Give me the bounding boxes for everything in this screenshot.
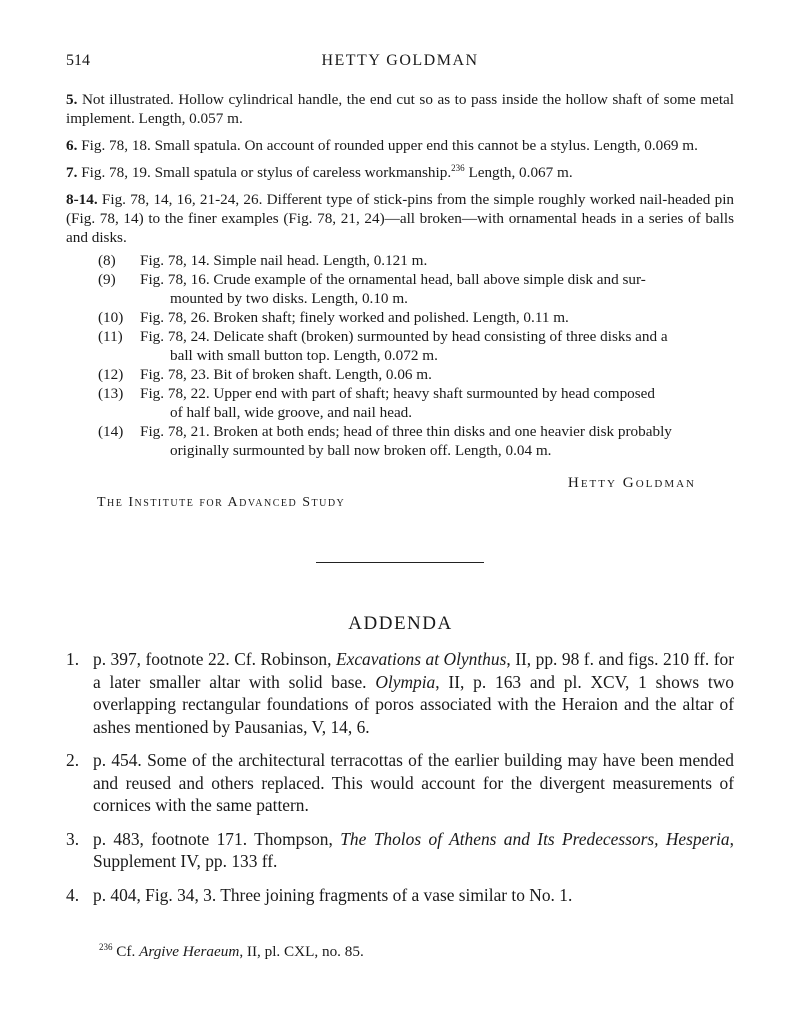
entry-number: 6. [66, 137, 78, 154]
addenda-title-ref: Excavations at Olynthus [336, 649, 507, 669]
sub-entry [66, 422, 734, 460]
sub-entry-text: Fig. 78, 21. Broken at both ends; head of three thin disks and one heavier disk probably [140, 423, 672, 440]
sub-entry-text: Fig. 78, 23. Bit of broken shaft. Length, 0.06 m. [140, 366, 432, 383]
addenda-item [66, 884, 734, 907]
addenda-list [66, 648, 734, 917]
running-head: HETTY GOLDMAN [321, 52, 479, 69]
sub-entry-number: (12) [98, 366, 124, 383]
section-divider [316, 562, 484, 563]
footnote-text: Cf. [112, 943, 140, 960]
addenda-text: , II, pp. 98 f. and figs. 210 ff. for a later smaller altar with solid base. [93, 649, 734, 692]
sub-entry [66, 384, 734, 422]
sub-entry [66, 327, 734, 365]
addenda-text: p. 404, Fig. 34, 3. Three joining fragments of a vase similar to No. 1. [93, 884, 573, 905]
catalog-entry [66, 136, 734, 155]
addenda-item [66, 648, 734, 738]
addenda-title: ADDENDA [348, 613, 453, 634]
sub-entry [66, 270, 734, 308]
sub-entry-continuation: mounted by two disks. Length, 0.10 m. [170, 290, 408, 307]
sub-entry-number: (10) [98, 309, 124, 326]
page-header [66, 52, 734, 78]
sub-entry-list [66, 251, 734, 460]
footnote [99, 943, 364, 961]
catalog-entry [66, 163, 734, 182]
addenda-number: 3. [66, 828, 80, 849]
author-signature: Hetty Goldman [567, 474, 696, 491]
addenda-item [66, 749, 734, 817]
footnote-title-ref: Argive Heraeum [139, 943, 240, 960]
addenda-item [66, 828, 734, 873]
addenda-text: , Supplement IV, pp. 133 ff. [93, 828, 734, 871]
footnote-ref[interactable]: 236 [451, 163, 465, 173]
sub-entry-continuation: of half ball, wide groove, and nail head. [170, 404, 413, 421]
catalog-entry [66, 190, 734, 247]
addenda-number: 4. [66, 884, 80, 905]
sub-entry-number: (14) [98, 423, 124, 440]
entry-number: 7. [66, 164, 78, 181]
entry-text: Fig. 78, 18. Small spatula. On account of rounded upper end this cannot be a stylus. Length, 0.069 m. [81, 137, 698, 154]
addenda-text: , II, p. 163 and pl. XCV, 1 shows two overlapping rectangular foundations of poros associated with the Heraion and the altar of ashes mentioned by Pausanias, V, 14, 6. [93, 671, 734, 737]
addenda-number: 2. [66, 750, 80, 770]
addenda-number: 1. [66, 649, 80, 669]
addenda-text: p. 483, footnote 171. Thompson, [93, 828, 341, 849]
catalog-entry [66, 90, 734, 128]
entry-number: 8-14. [66, 191, 98, 208]
entry-number: 5. [66, 91, 78, 108]
sub-entry-text: Fig. 78, 22. Upper end with part of shaft; heavy shaft surmounted by head composed [140, 385, 656, 402]
sub-entry-number: (8) [98, 252, 116, 269]
addenda-title-ref: The Tholos of Athens and Its Predecessors, Hesperia [340, 828, 730, 849]
sub-entry-number: (11) [98, 328, 123, 345]
sub-entry [66, 251, 734, 270]
addenda-text: p. 397, footnote 22. Cf. Robinson, [93, 649, 336, 669]
sub-entry [66, 365, 734, 384]
addenda-text: p. 454. Some of the architectural terracottas of the earlier building may have been mended and reused and others replaced. This would account for the divergent measurements of cornices with the same pattern. [93, 750, 734, 815]
sub-entry-text: Fig. 78, 16. Crude example of the ornamental head, ball above simple disk and sur- [140, 271, 646, 288]
entry-text: Not illustrated. Hollow cylindrical handle, the end cut so as to pass inside the hollow shaft of some metal implement. Length, 0.057 m. [66, 91, 734, 127]
sub-entry-text: Fig. 78, 24. Delicate shaft (broken) surmounted by head consisting of three disks and a [140, 328, 668, 345]
sub-entry-text: Fig. 78, 26. Broken shaft; finely worked and polished. Length, 0.11 m. [140, 309, 569, 326]
entry-text: Fig. 78, 19. Small spatula or stylus of careless workmanship. [81, 164, 452, 181]
sub-entry-number: (13) [98, 385, 124, 402]
entry-text: Length, 0.067 m. [464, 164, 573, 181]
sub-entry-continuation: originally surmounted by ball now broken off. Length, 0.04 m. [170, 442, 552, 459]
catalog-entries [66, 90, 734, 460]
footnote-number: 236 [99, 942, 113, 952]
sub-entry [66, 308, 734, 327]
sub-entry-text: Fig. 78, 14. Simple nail head. Length, 0.121 m. [140, 252, 428, 269]
addenda-title-ref: Olympia [375, 671, 436, 692]
footnote-text: , II, pl. CXL, no. 85. [239, 943, 364, 960]
sub-entry-continuation: ball with small button top. Length, 0.072 m. [170, 347, 438, 364]
page-number: 514 [66, 52, 90, 69]
sub-entry-number: (9) [98, 271, 116, 288]
author-affiliation: The Institute for Advanced Study [97, 495, 346, 510]
entry-text: Fig. 78, 14, 16, 21-24, 26. Different type of stick-pins from the simple roughly worked nail-headed pin (Fig. 78, 14) to the finer examples (Fig. 78, 21, 24)—all broken—with ornamental heads in a series of balls and disks. [66, 191, 735, 246]
